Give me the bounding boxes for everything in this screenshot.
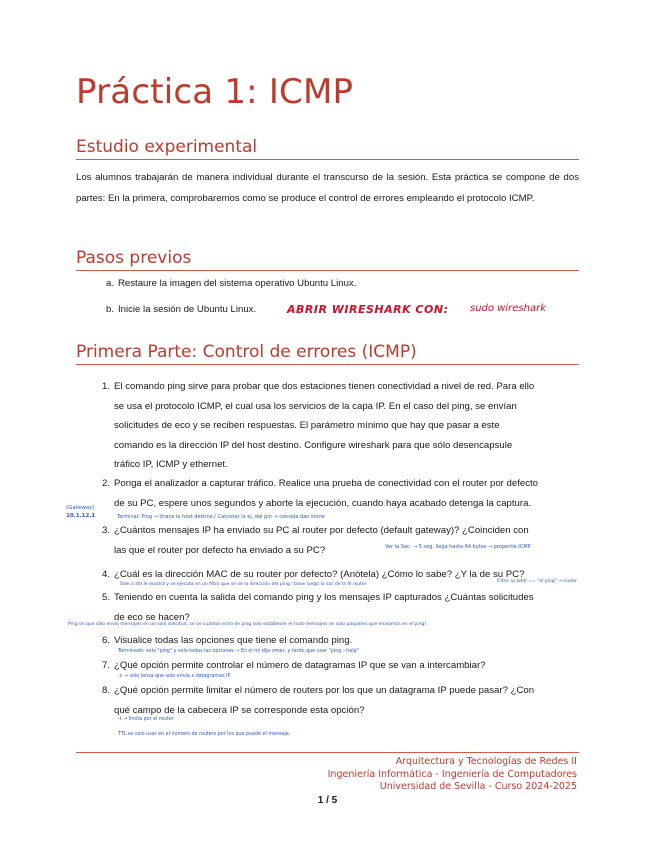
handwritten-note-q2: Terminal: Ping → ttrace la host destino / Cancelar la ej. del pin → consola dan stone xyxy=(117,514,325,520)
handwritten-note-q4-right: Filtro: ip.addr == "el ping" → router xyxy=(497,579,578,584)
handwritten-note-q7: -c → solo lanza que solo envía x datagramas IP xyxy=(118,674,231,679)
handwritten-note-wireshark-cmd: sudo wireshark xyxy=(470,303,546,314)
handwritten-note-q8-1: -t → limita por el router xyxy=(118,717,174,722)
footer-university: Universidad de Sevilla - Curso 2024-2025 xyxy=(379,781,577,792)
footer-course: Arquitectura y Tecnologías de Redes II xyxy=(395,756,577,767)
footer xyxy=(328,756,577,794)
section-rule xyxy=(76,270,579,271)
handwritten-note-q6: Terminado: solo "ping" y solo todas las opciones → En el mi dijo omer, y tanto que usar "ping --help" xyxy=(118,649,359,654)
section-heading-pasos: Pasos previos xyxy=(76,248,192,268)
section-rule xyxy=(76,364,579,365)
section-text-estudio: Los alumnos trabajarán de manera individual durante el transcurso de la sesión. Esta práctica se compone de dos partes: En la primera, comprobaremos como se produce el control de errores empleando el protocolo ICMP. xyxy=(76,172,579,204)
handwritten-note-q5: Ping en que sólo envía mensajes en un solo solicitud, se ve cuantos echo de ping solo establecer el (solo mensajes en solo paquetes que envíamos en el ping) xyxy=(68,622,427,627)
page-title: Práctica 1: ICMP xyxy=(76,72,354,112)
section-rule xyxy=(76,159,579,160)
handwritten-note-gateway-ip: 10.1.12.1 xyxy=(66,513,96,519)
footer-rule xyxy=(76,752,579,753)
section-heading-primera: Primera Parte: Control de errores (ICMP) xyxy=(76,342,417,362)
handwritten-note-gateway: (Gateway) xyxy=(66,505,95,511)
document-page: Práctica 1: ICMP Estudio experimental Los alumnos trabajarán de manera individual durante el transcurso de la sesión. Esta práctica se compone de dos partes: En la primera, comprobaremos como se produce el control de errores empleando el protocolo ICMP. Pasos previos a. Restaure la imagen del sistema operativo Ubuntu Linux. b. Inicie la sesión de Ubuntu Linux. ABRIR WIRESHARK CON: sudo wireshark Primera Parte: Control de errores (ICMP) 1. El comando ping sirve para probar que dos estaciones tienen conectividad a nivel de red. Para ello se usa el protocolo ICMP, el cual usa los servicios de la capa IP. En el caso del ping, se envían solicitudes de eco y se reciben respuestas. El parámetro mínimo que hay que pasar a este comando es la dirección IP del host destino. Configure wireshark para que sólo desencapsule tráfico IP, ICMP y ethernet. 2. Ponga el analizador a capturar tráfico. Realice una prueba de conectividad con el router por defecto de su PC, espere unos segundos y aborte la ejecución, cuando haya acabado detenga la captura. (Gateway) 10.1.12.1 Terminal: Ping → ttrace la host destino / Cancelar la ej. del pin → consola dan stone 3. ¿Cuántos mensajes IP ha enviado su PC al router por defecto (default gateway)? ¿Coinciden con las que el router por defecto ha enviado a su PC? Ver la Sec. → 5 seg. llega hasta 64 bytes → propertie ICMP 4. ¿Cuál es la dirección MAC de su router por defecto? (Anótela) ¿Cómo lo sabe? ¿Y la de su PC? Sale a ahí le mostrá y se ejecuta en un filtro que se ve la dirección del ping / brow luego la sac de la fil router Filtro: ip.addr == "el ping" → router 5. Teniendo en cuenta la salida del comando ping y los mensajes IP capturados ¿Cuántas solicitudes de eco se hacen? Ping en que sólo envía mensajes en un solo solicitud, se ve cuantos echo de ping solo establecer el (solo mensajes en solo paquetes que envíamos en el ping) 6. Visualice todas las opciones que tiene el comando ping. Terminado: solo "ping" y solo todas las opciones → En el mi dijo omer, y tanto que usar "ping --help" 7. ¿Qué opción permite controlar el número de datagramas IP que se van a intercambiar? -c → solo lanza que solo envía x datagramas IP 8. ¿Qué opción permite limitar el número de routers por los que un datagrama IP puede pasar? ¿Con qué campo de la cabecera IP se corresponde esta opción? -t → limita por el router TTL es solo usar en el número de routers por los que puede el mensaje. Arquitectura y Tecnologías de Redes II Ingeniería Informática - Ingeniería de Computadores Universidad de Sevilla - Curso 2024-2025 1 / 5 xyxy=(0,0,655,848)
footer-degree: Ingeniería Informática - Ingeniería de Computadores xyxy=(327,768,577,780)
section-heading-estudio: Estudio experimental xyxy=(76,137,258,157)
handwritten-note-wireshark: ABRIR WIRESHARK CON: xyxy=(287,303,449,316)
handwritten-note-q8-2: TTL es solo usar en el número de routers por los que puede el mensaje. xyxy=(118,732,291,737)
handwritten-note-q4: Sale a ahí le mostrá y se ejecuta en un filtro que se ve la dirección del ping / brow luego la sac de la fil router xyxy=(120,582,367,587)
page-number: 1 / 5 xyxy=(317,795,338,806)
handwritten-note-q3: Ver la Sec. → 5 seg. llega hasta 64 bytes → propertie ICMP xyxy=(385,544,531,550)
